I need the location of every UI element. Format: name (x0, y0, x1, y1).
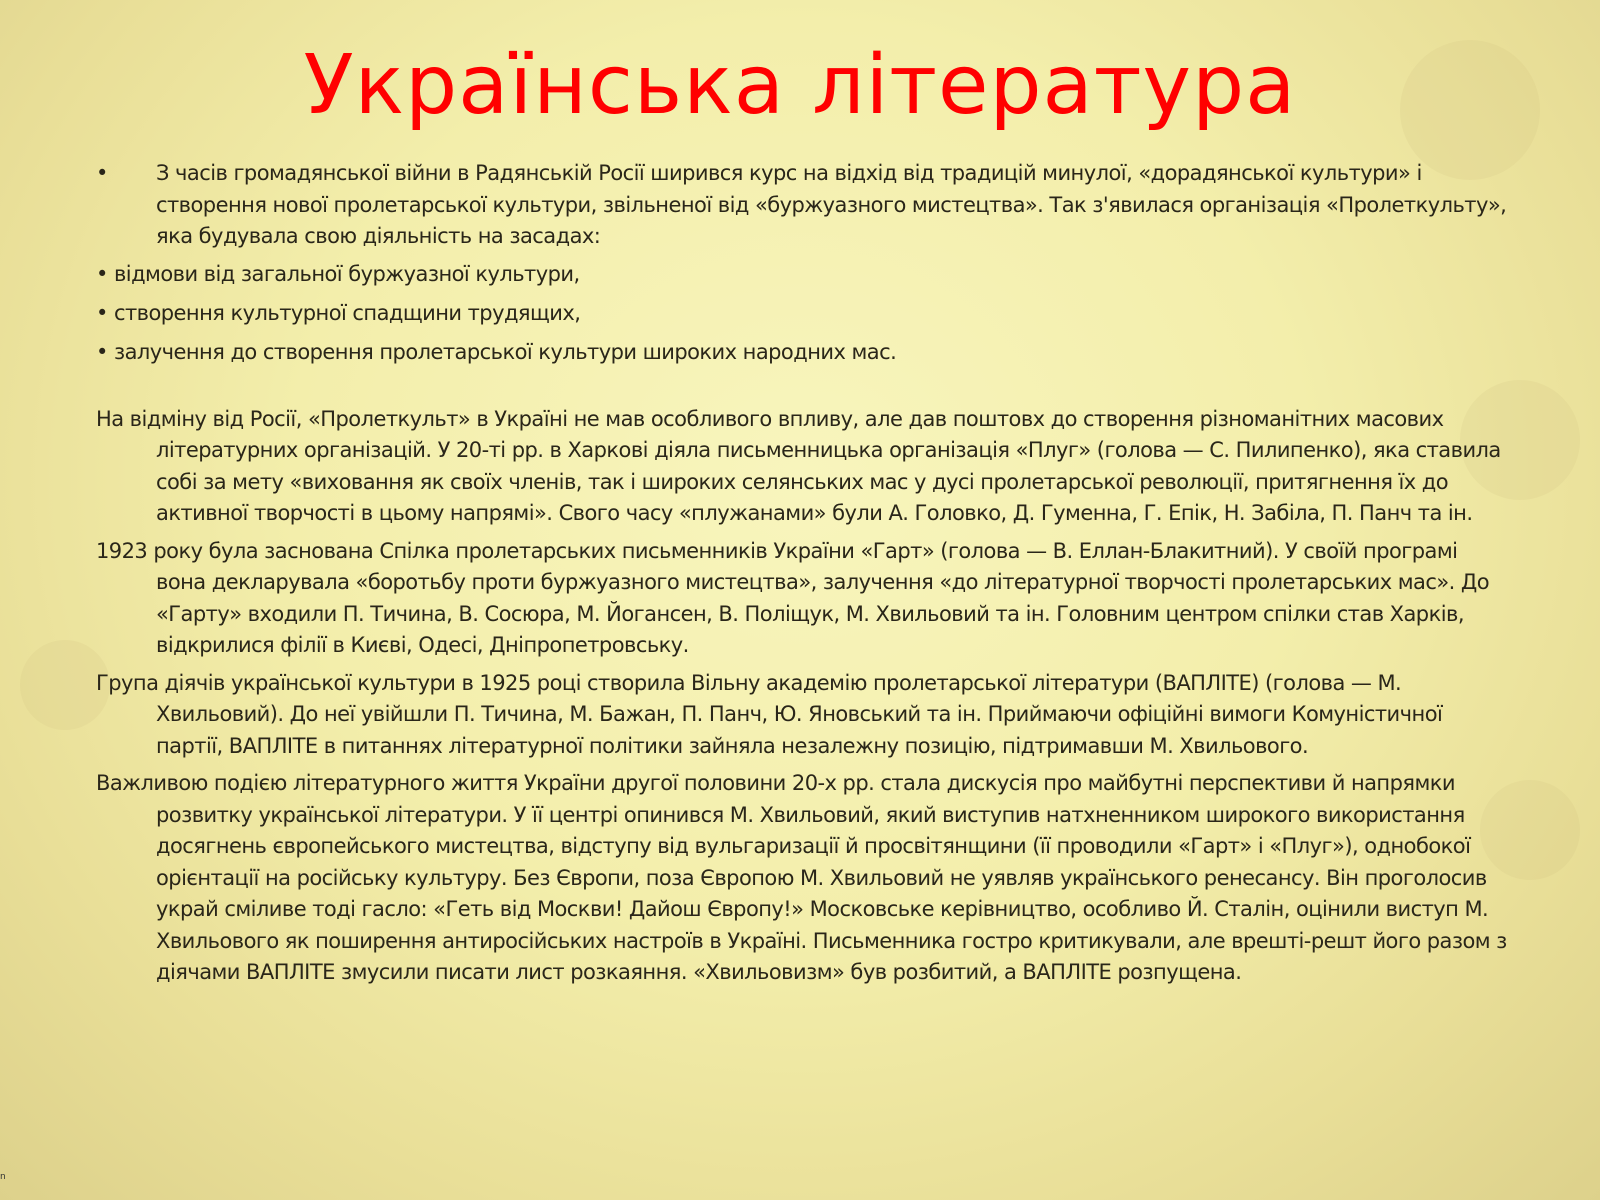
slide-body (96, 158, 1508, 995)
principle-item: • створення культурної спадщини трудящих, (96, 300, 581, 325)
intro-text: З часів громадянської війни в Радянській Росії ширився курс на відхід від традицій минулої, «дорадянської культури» і створення нової пролетарської культури, звільненої від «буржуазного мистецтва». Так з'явилася організація «Пролеткульту», яка будувала свою діяльність на засадах: (156, 161, 1507, 248)
principle-item: • залучення до створення пролетарської культури широких народних мас. (96, 339, 897, 364)
slide-title: Українська література (303, 38, 1297, 133)
intro-bullet-item (96, 158, 1508, 253)
corner-mark: n (0, 1172, 6, 1182)
paragraph-proletkult-ukraine: На відміну від Росії, «Пролеткульт» в Україні не мав особливого впливу, але дав поштовх до створення різноманітних масових літературних організацій. У 20-ті рр. в Харкові діяла письменницька організація «Плуг» (голова — С. Пилипенко), яка ставила собі за мету «виховання як своїх членів, так і широких селянських мас у дусі пролетарської революції, притягнення їх до активної творчості в цьому напрямі». Свого часу «плужанами» були А. Головко, Д. Гуменна, Г. Епік, Н. Забіла, П. Панч та ін. (96, 406, 1501, 525)
paragraph-hart: 1923 року була заснована Спілка пролетарських письменників України «Гарт» (голова — В. Еллан-Блакитний). У своїй програмі вона декларувала «боротьбу проти буржуазного мистецтва», залучення «до літературної творчості пролетарських мас». До «Гарту» входили П. Тичина, В. Сосюра, М. Йогансен, В. Поліщук, М. Хвильовий та ін. Головним центром спілки став Харків, відкрилися філії в Києві, Одесі, Дніпропетровську. (96, 538, 1490, 657)
paragraph-spacer (96, 370, 1508, 404)
bullet-marker: • (96, 161, 108, 185)
principle-item: • відмови від загальної буржуазної культури, (96, 261, 580, 286)
paragraph-discussion: Важливою подією літературного життя України другої половини 20-х рр. стала дискусія про майбутні перспективи й напрямки розвитку української літератури. У її центрі опинився М. Хвильовий, який виступив натхненником широкого використання досягнень європейського мистецтва, відступу від вульгаризації й просвітянщини (її проводили «Гарт» і «Плуг»), однобокої орієнтації на російську культуру. Без Європи, поза Європою М. Хвильовий не уявляв українського ренесансу. Він проголосив украй сміливе тоді гасло: «Геть від Москви! Дайош Європу!» Московське керівництво, особливо Й. Сталін, оцінили виступ М. Хвильового як поширення антиросійських настроїв в Україні. Письменника гостро критикували, але врешті-решт його разом з діячами ВАПЛІТЕ змусили писати лист розкаяння. «Хвильовизм» був розбитий, а ВАПЛІТЕ розпущена. (96, 771, 1507, 984)
paragraph-vaplite: Група діячів української культури в 1925 році створила Вільну академію пролетарської літератури (ВАПЛІТЕ) (голова — М. Хвильовий). До неї увійшли П. Тичина, М. Бажан, П. Панч, Ю. Яновський та ін. Приймаючи офіційні вимоги Комуністичної партії, ВАПЛІТЕ в питаннях літературної політики зайняла незалежну позицію, підтримавши М. Хвильового. (96, 670, 1443, 758)
